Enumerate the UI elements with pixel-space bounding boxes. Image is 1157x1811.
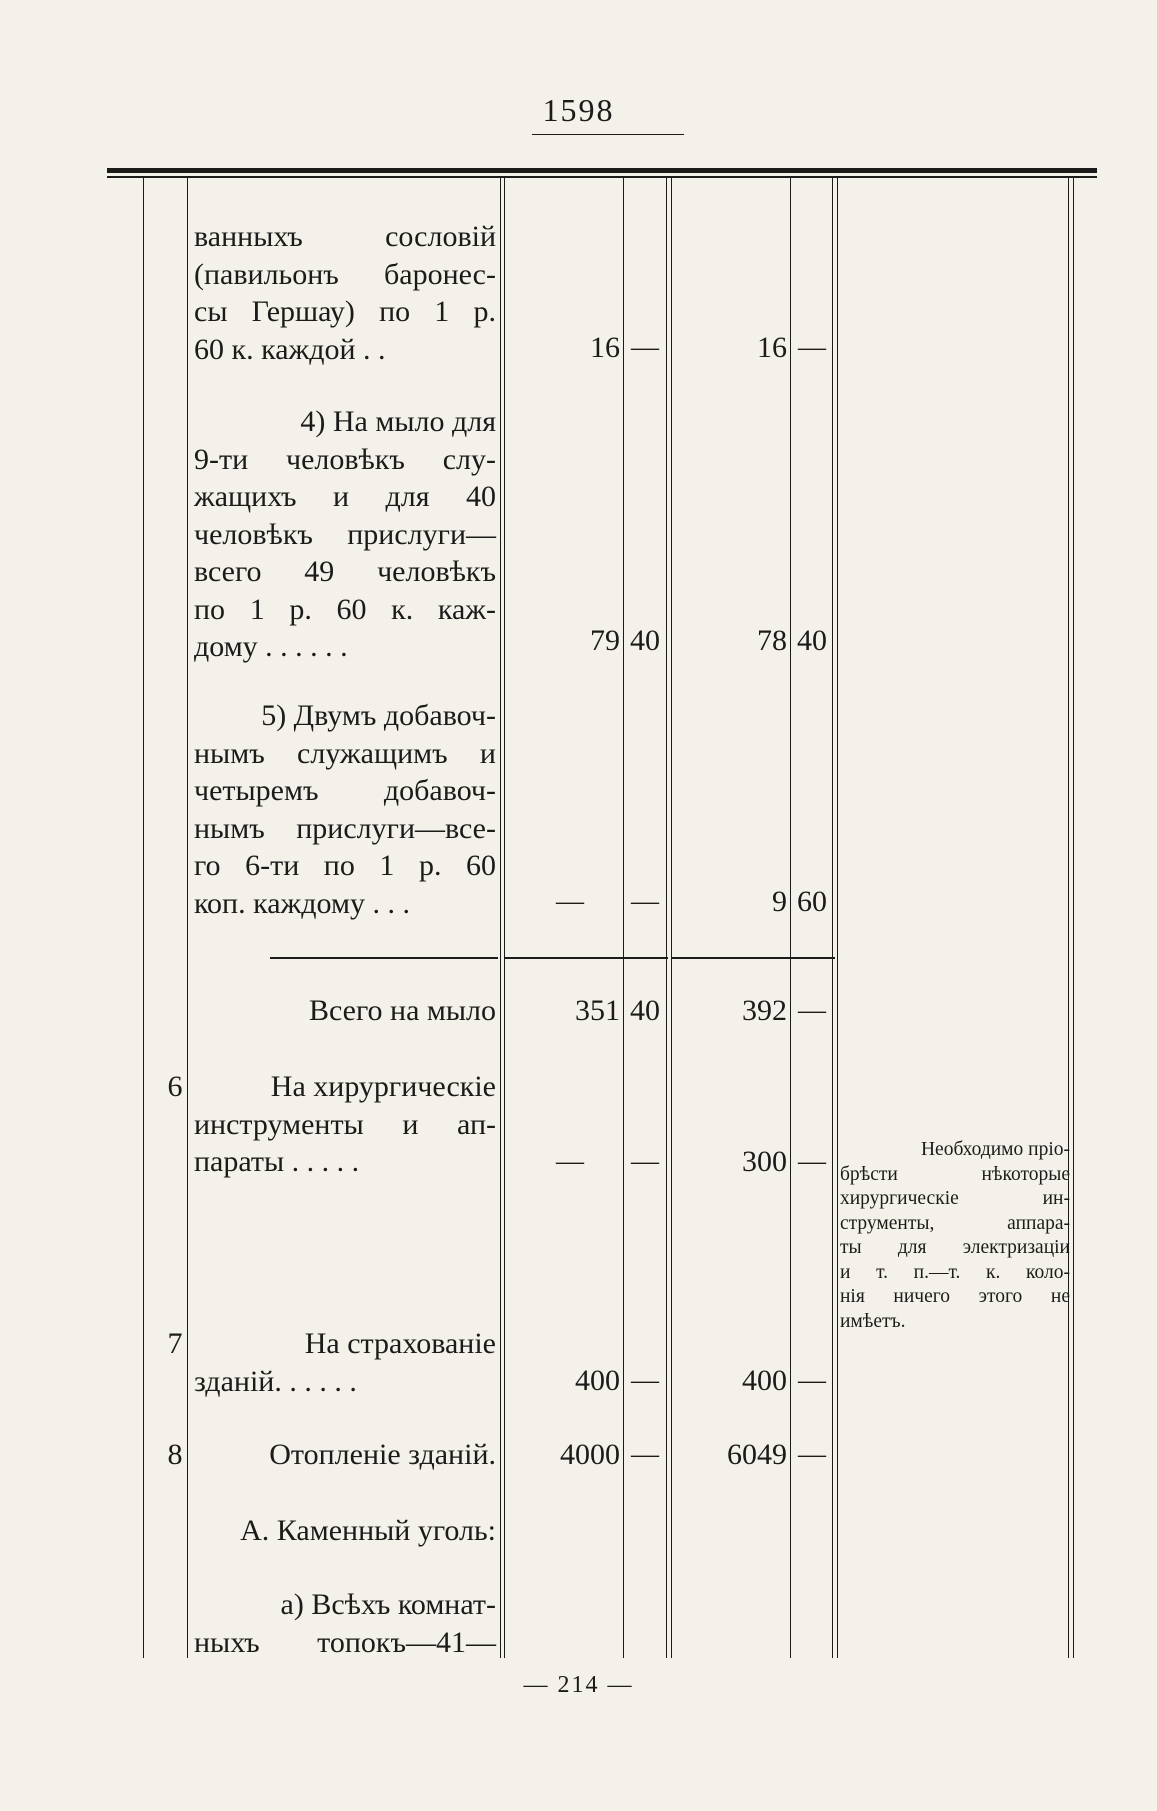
column-line-col1-kop xyxy=(666,178,667,1658)
col2-rubles: 6049 xyxy=(727,1438,787,1471)
column-line-desc-right xyxy=(500,178,501,1658)
item-number: 8 xyxy=(167,1438,183,1471)
desc-line: ванныхъ сословій xyxy=(194,220,496,253)
item-number: 7 xyxy=(167,1327,183,1360)
column-line-right-double xyxy=(1073,178,1074,1658)
column-line-col1-kop-double xyxy=(671,178,672,1658)
subtotal-rule-col1 xyxy=(504,957,668,959)
col2-rubles: 9 xyxy=(772,885,787,918)
row-desc-r1 xyxy=(194,218,496,368)
table-top-rule-thin xyxy=(107,176,1097,178)
subtotal-rule-col2 xyxy=(671,957,835,959)
note-line: хирургическіе ин- xyxy=(840,1188,1070,1209)
table-top-rule xyxy=(107,168,1097,173)
col1-kopecks: — xyxy=(631,1439,659,1470)
desc-line: параты . . . . . xyxy=(194,1145,360,1178)
subheading-coal: А. Каменный уголь: xyxy=(240,1514,496,1547)
total-soap-label: Всего на мыло xyxy=(308,994,496,1027)
subtotal-rule-desc xyxy=(270,957,498,959)
desc-line: человѣкъ прислуги— xyxy=(194,517,496,551)
desc-line: 5) Двумъ добавоч- xyxy=(261,699,496,732)
desc-line: 4) На мыло для xyxy=(300,405,496,438)
note-line: имѣетъ. xyxy=(840,1310,906,1332)
desc-line: нымъ прислуги—все- xyxy=(194,811,496,845)
row-desc-item7 xyxy=(194,1325,496,1400)
remark-note xyxy=(840,1138,1070,1334)
column-line-col2-rub xyxy=(790,178,791,1658)
row-desc-r3 xyxy=(194,697,496,922)
desc-line: (павильонъ баронес- xyxy=(194,257,496,291)
col1-rubles: 79 xyxy=(590,624,620,657)
col2-rubles: 78 xyxy=(757,624,787,657)
desc-line: инструменты и ап- xyxy=(194,1107,496,1141)
note-line: нія ничего этого не xyxy=(840,1286,1070,1307)
column-line-col1-rub xyxy=(623,178,624,1658)
desc-line: 60 к. каждой . . xyxy=(194,332,386,366)
col1-rubles: 351 xyxy=(575,994,620,1027)
row-desc-item8: Отопленіе зданій. xyxy=(269,1438,496,1471)
col2-kopecks: — xyxy=(798,1365,826,1396)
col2-kopecks: 60 xyxy=(797,885,827,918)
col1-rubles: 400 xyxy=(575,1364,620,1397)
column-line-left-outer xyxy=(143,178,144,1658)
col1-kopecks: 40 xyxy=(630,624,660,657)
col1-kopecks: 40 xyxy=(630,994,660,1027)
col2-kopecks: 40 xyxy=(797,624,827,657)
column-line-col2-kop-double xyxy=(837,178,838,1658)
note-line: Необходимо пріо- xyxy=(920,1139,1070,1160)
col2-rubles: 16 xyxy=(757,331,787,364)
row-desc-item6 xyxy=(194,1068,496,1181)
col2-rubles: 300 xyxy=(742,1145,787,1178)
col1-rubles: 4000 xyxy=(560,1438,620,1471)
desc-line: сы Гершау) по 1 р. xyxy=(194,295,496,328)
col1-rubles: — xyxy=(556,1146,584,1177)
desc-line: жащихъ и для 40 xyxy=(194,480,496,513)
col2-kopecks: — xyxy=(798,1146,826,1177)
folio-footer: — 214 — xyxy=(523,1672,634,1698)
column-line-right xyxy=(1068,178,1069,1658)
col2-kopecks: — xyxy=(798,1439,826,1470)
desc-line: На хирургическіе xyxy=(270,1070,496,1103)
desc-line: зданій. . . . . . xyxy=(194,1364,357,1398)
desc-line: го 6-ти по 1 р. 60 xyxy=(194,849,496,882)
desc-line: а) Всѣхъ комнат- xyxy=(280,1588,496,1621)
item-number: 6 xyxy=(167,1070,183,1103)
desc-line: ныхъ топокъ—41— xyxy=(194,1625,496,1659)
desc-line: четыремъ добавоч- xyxy=(194,774,496,807)
col1-kopecks: — xyxy=(631,1365,659,1396)
col2-kopecks: — xyxy=(798,995,826,1026)
note-line: ты для электризаціи xyxy=(840,1237,1070,1258)
column-line-col2-kop xyxy=(832,178,833,1658)
page-number-underline xyxy=(532,134,684,135)
col1-rubles: 16 xyxy=(590,331,620,364)
desc-line: нымъ служащимъ и xyxy=(194,736,496,770)
col1-kopecks: — xyxy=(631,886,659,917)
desc-line: На страхованіе xyxy=(304,1327,496,1360)
page-number: 1598 xyxy=(542,92,615,128)
desc-line: коп. каждому . . . xyxy=(194,886,410,920)
desc-line: 9-ти человѣкъ слу- xyxy=(194,442,496,476)
row-desc-r2 xyxy=(194,403,496,666)
col1-kopecks: — xyxy=(631,332,659,363)
col2-rubles: 392 xyxy=(742,994,787,1027)
col1-rubles: — xyxy=(556,886,584,917)
note-line: брѣсти нѣкоторые xyxy=(840,1163,1070,1185)
desc-line: всего 49 человѣкъ xyxy=(194,555,496,588)
column-line-desc-right-double xyxy=(504,178,505,1658)
row-desc-sub-a-a xyxy=(194,1586,496,1661)
col1-kopecks: — xyxy=(631,1146,659,1177)
col2-kopecks: — xyxy=(798,332,826,363)
col2-rubles: 400 xyxy=(742,1364,787,1397)
desc-line: по 1 р. 60 к. каж- xyxy=(194,592,496,626)
note-line: и т. п.—т. к. коло- xyxy=(840,1261,1070,1283)
note-line: струменты, аппара- xyxy=(840,1212,1070,1234)
desc-line: дому . . . . . . xyxy=(194,630,348,663)
